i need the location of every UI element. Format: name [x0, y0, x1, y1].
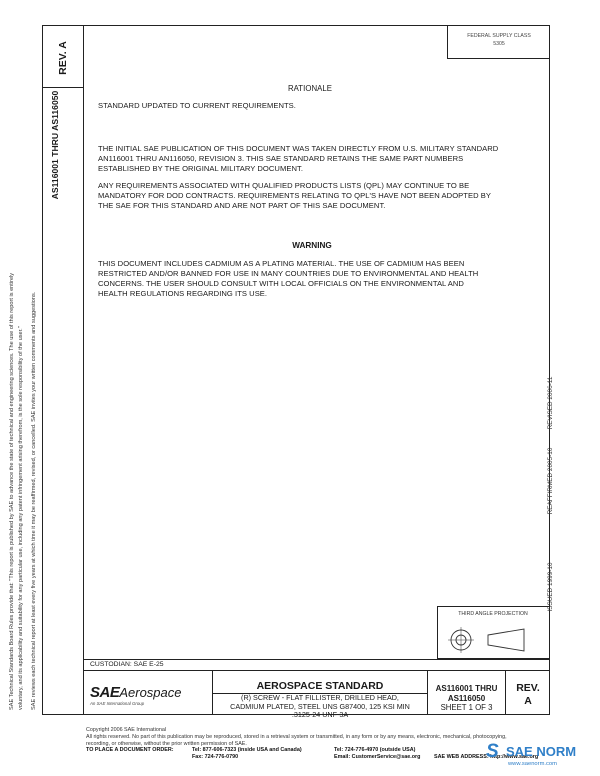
warning-title: WARNING	[292, 241, 332, 250]
footer-rights: All rights reserved. No part of this publication may be reproduced, stored in a retrieval system or transmitted, in any form or by any means, electronic, mechanical, photocopying,	[86, 733, 507, 740]
sae-aerospace-logo	[90, 684, 210, 714]
logo-aerospace: Aerospace	[119, 685, 182, 700]
footer-copyright: Copyright 2006 SAE International	[86, 727, 167, 733]
doc-description: (R) SCREW - FLAT FILLISTER, DRILLED HEAD, CADMIUM PLATED, STEEL UNS G87400, 125 KSI MIN .3125-24 UNF-3A	[230, 693, 410, 720]
stamp-line-2: 5305	[493, 41, 505, 47]
projection-box	[437, 606, 550, 659]
header-column-divider	[83, 25, 84, 715]
projection-label: THIRD ANGLE PROJECTION	[458, 611, 528, 617]
side-legal-text	[8, 230, 44, 710]
rationale-paragraph-1: STANDARD UPDATED TO CURRENT REQUIREMENTS.	[98, 101, 296, 110]
logo-sae: SAE	[90, 684, 120, 701]
custodian-label: CUSTODIAN: SAE E-25	[90, 661, 164, 668]
footer-order-label: TO PLACE A DOCUMENT ORDER:	[86, 747, 174, 754]
title-doc-number: AS116001 THRU AS116050 SHEET 1 OF 3	[435, 684, 498, 712]
warning-paragraph: THIS DOCUMENT INCLUDES CADMIUM AS A PLATING MATERIAL. THE USE OF CADMIUM HAS BEEN RESTRICTED AND/OR BANNED FOR USE IN MANY COUNTRIES DUE TO ENVIRONMENTAL AND HEALTH CONCERNS. THE USER SHOULD CONSULT WITH LOCAL OFFICIALS ON THE ENVIRONMENTAL AND HEALTH REGULATIONS REGARDING ITS USE.	[98, 259, 479, 298]
title-block-divider	[83, 670, 550, 671]
rationale-paragraph-3: ANY REQUIREMENTS ASSOCIATED WITH QUALIFIED PRODUCTS LISTS (QPL) MAY CONTINUE TO BE MANDATORY FOR DOD CONTRACTS. REQUIREMENTS RELATING TO QPL'S HAVE NOT BEEN ADOPTED BY THE SAE FOR THIS STANDARD AND ARE NOT PART OF THIS SAE DOCUMENT.	[98, 181, 491, 210]
logo-sub: An SAE International Group	[90, 701, 145, 706]
watermark-icon: S	[486, 741, 498, 762]
federal-supply-stamp	[447, 26, 550, 59]
side-legal-line-1: SAE Technical Standards Board Rules provide that: "This report is published by SAE to advance the state of technical and engineering sciences. The use of this report is entirely	[9, 272, 15, 710]
side-legal-line-2: voluntary, and its applicability and suitability for any particular use, including any patent infringement arising therefrom, is the sole responsibility of the user."	[17, 326, 24, 710]
projection-symbol	[438, 619, 550, 659]
history-reaffirmed: REAFFIRMED 2005-10	[547, 447, 554, 515]
history-issued: ISSUED 1999-10	[547, 562, 554, 612]
side-legal-line-3: SAE reviews each technical report at least every five years at which time it may be reaffirmed, revised, or cancelled. SAE invites your written comments and suggestions.	[31, 291, 37, 710]
footer-web: SAE WEB ADDRESS: http://www.sae.org	[434, 754, 539, 761]
sae-norm-watermark	[484, 741, 596, 773]
footer-fax: Fax: 724-776-0790	[192, 754, 239, 761]
stamp-line-1: FEDERAL SUPPLY CLASS	[467, 33, 531, 39]
footer-tel-2: Tel: 724-776-4970 (outside USA)	[334, 747, 416, 754]
watermark-url: www.saenorm.com	[508, 761, 557, 767]
footer-rights-2: recording, or otherwise, without the prior written permission of SAE.	[86, 740, 247, 747]
rev-vertical: REV. A	[57, 41, 69, 75]
footer-tel: Tel: 877-606-7323 (inside USA and Canada)	[192, 747, 302, 754]
footer-email: Email: CustomerService@sae.org	[334, 754, 421, 761]
history-revised: REVISED 2006-11	[547, 376, 554, 430]
doc-number-vertical: AS116001 THRU AS116050	[50, 90, 60, 200]
title-rev: REV. A	[516, 682, 540, 707]
rationale-paragraph-2: THE INITIAL SAE PUBLICATION OF THIS DOCUMENT WAS TAKEN DIRECTLY FROM U.S. MILITARY STANDARD AN116001 THRU AN116050, REVISION 3. THIS SAE STANDARD RETAINS THE SAME PART NUMBERS ESTABLISHED BY THE ORIGINAL MILITARY DOCUMENT.	[98, 144, 499, 173]
doc-type-title: AEROSPACE STANDARD	[256, 680, 384, 692]
rationale-title: RATIONALE	[287, 84, 333, 93]
watermark-text: SAE NORM	[506, 744, 577, 759]
rev-box-divider	[42, 87, 84, 88]
